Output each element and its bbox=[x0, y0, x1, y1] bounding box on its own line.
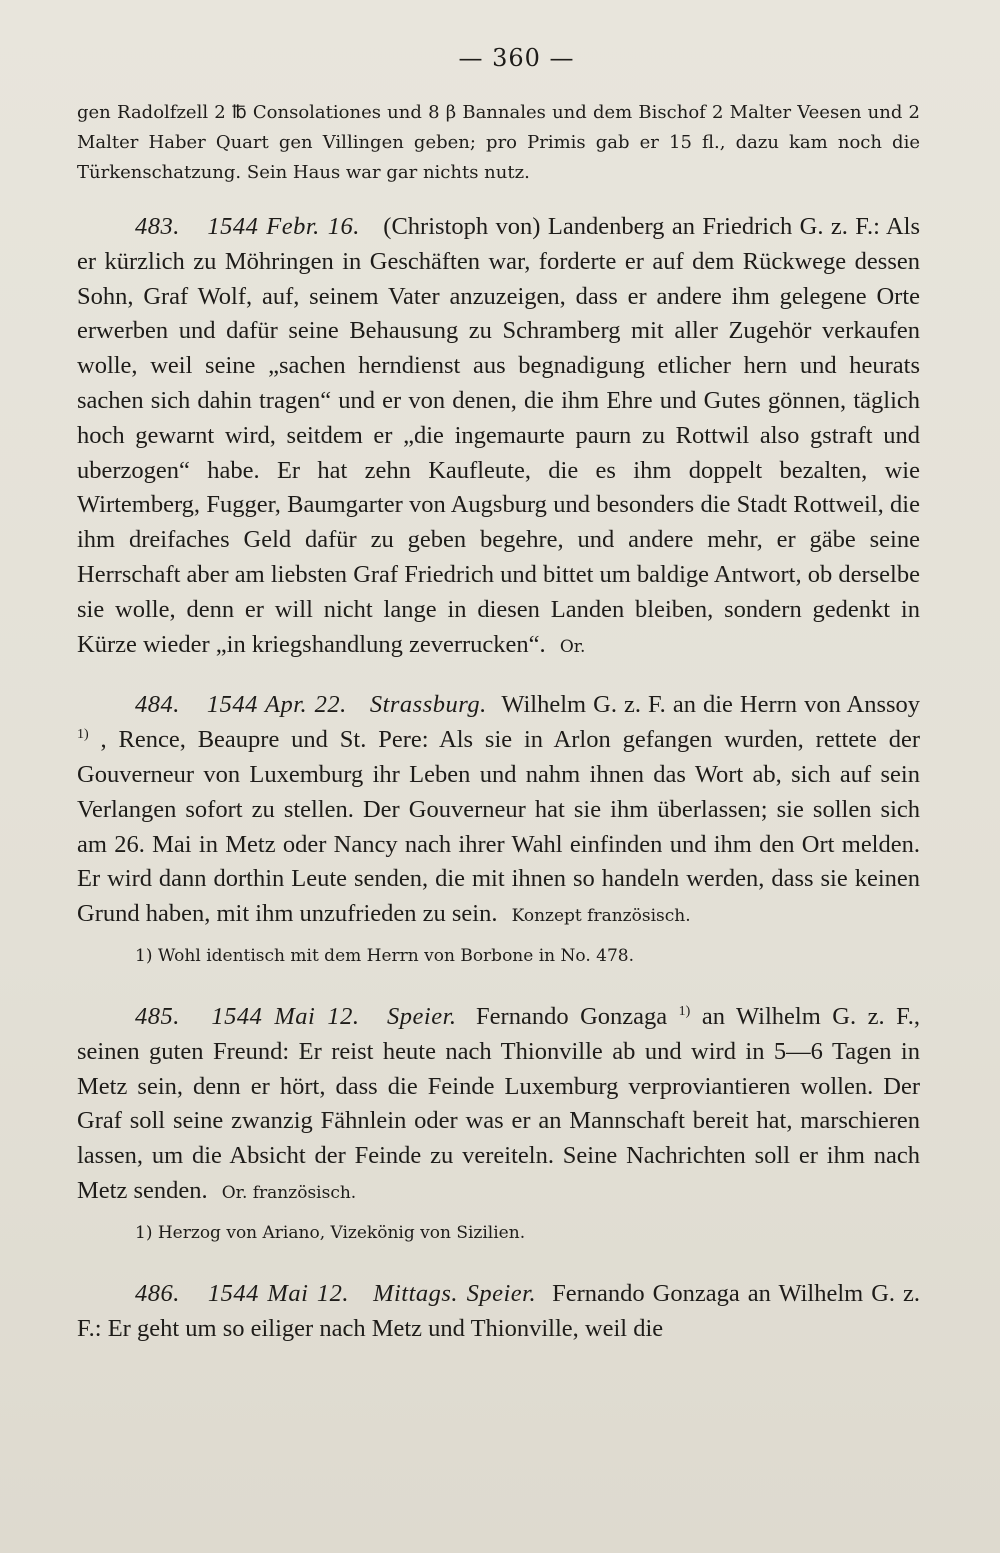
entry-text: Fernando Gonzaga an Wilhelm G. z. F.: Er geht um so eiliger nach Metz und Thionville, weil die bbox=[77, 1279, 921, 1342]
entry-source: Or. französisch. bbox=[221, 1182, 357, 1203]
entry-date: 1544 Febr. 16. bbox=[207, 213, 360, 240]
entry-place: Strassburg. bbox=[369, 691, 487, 719]
entry-source: Or. bbox=[559, 636, 586, 657]
entry-486 bbox=[77, 1277, 920, 1347]
entry-number: 484. bbox=[135, 691, 180, 719]
footnote-484: 1) Wohl identisch mit dem Herrn von Borbone in No. 478. bbox=[135, 945, 634, 966]
entry-number: 486. bbox=[135, 1279, 180, 1307]
entry-484 bbox=[77, 688, 920, 934]
entry-text: Fernando Gonzaga bbox=[476, 1002, 668, 1030]
entry-place: Mittags. Speier. bbox=[373, 1279, 537, 1307]
entry-483 bbox=[77, 210, 920, 664]
entry-date: 1544 Mai 12. bbox=[207, 1279, 350, 1307]
entry-text-continued: an Wilhelm G. z. F., seinen guten Freund: Er reist heute nach Thionville ab und wird in 5—6 Tagen in Metz sein, denn er hört, dass die Feinde Luxemburg verproviantieren wollen. Der Graf soll seine zwanzig Fähnlein oder was er an Mannschaft bereit hat, marschieren lassen, um die Absicht der Feinde zu vereiteln. Seine Nachrichten soll er ihm nach Metz senden. bbox=[77, 1002, 921, 1204]
entry-source: Konzept französisch. bbox=[511, 906, 691, 927]
entry-text-continued: , Rence, Beaupre und St. Pere: Als sie in Arlon gefangen wurden, rettete der Gouverneur von Luxemburg ihr Leben und nahm ihnen das Wort ab, sich auf sein Verlangen sofort zu stellen. Der Gouverneur hat sie ihm überlassen; sie sollen sich am 26. Mai in Metz oder Nancy nach ihrer Wahl einfinden und ihm den Ort melden. Er wird dann dorthin Leute senden, die mit ihnen so handeln werden, dass sie keinen Grund haben, mit ihm unzufrieden zu sein. bbox=[77, 726, 920, 928]
entry-text: Wilhelm G. z. F. an die Herrn von Anssoy bbox=[501, 691, 921, 719]
entry-place: Speier. bbox=[387, 1002, 457, 1030]
footnote-485: 1) Herzog von Ariano, Vizekönig von Sizilien. bbox=[135, 1222, 526, 1243]
entry-number: 485. bbox=[135, 1002, 180, 1030]
entry-number: 483. bbox=[135, 213, 180, 240]
carryover-paragraph: gen Radolfzell 2 ℔ Consolationes und 8 β Bannales und dem Bischof 2 Malter Veesen und 2 Malter Haber Quart gen Villingen geben; pro Primis gab er 15 fl., dazu kam noch die Türkenschatzung. Sein Haus war gar nichts nutz. bbox=[77, 102, 920, 183]
entry-date: 1544 Mai 12. bbox=[211, 1002, 360, 1030]
entry-485 bbox=[77, 1000, 920, 1211]
page-number: — 360 — bbox=[458, 44, 575, 72]
entry-text: (Christoph von) Landenberg an Friedrich G. z. F.: Als er kürzlich zu Möhringen in Geschäften war, forderte er auf dem Rückwege dessen Sohn, Graf Wolf, auf, seinem Vater anzuzeigen, dass er andere ihm gelegene Orte erwerben und dafür seine Behausung zu Schramberg mit aller Zugehör verkaufen wolle, weil seine „sachen herndienst aus begnadigung etlicher hern und heurats sachen sich dahin tragen“ und er von denen, die ihm Ehre und Gutes gönnen, täglich hoch gewarnt wird, seitdem er „die ingemaurte paurn zu Rottwil also gstraft und uberzogen“ habe. Er hat zehn Kaufleute, die es ihm doppelt bezalten, wie Wirtemberg, Fugger, Baumgarter von Augsburg und besonders die Stadt Rottweil, die ihm dreifaches Geld dafür zu geben begehre, und andere mehr, er gäbe seine Herrschaft aber am liebsten Graf Friedrich und bittet um baldige Antwort, ob derselbe sie wolle, denn er will nicht lange in diesen Landen bleiben, sondern gedenkt in Kürze wieder „in kriegshandlung zeverrucken“. bbox=[77, 213, 921, 658]
footnote-mark: 1) bbox=[678, 1003, 691, 1019]
footnote-mark: 1) bbox=[77, 727, 89, 742]
entry-date: 1544 Apr. 22. bbox=[206, 691, 347, 719]
